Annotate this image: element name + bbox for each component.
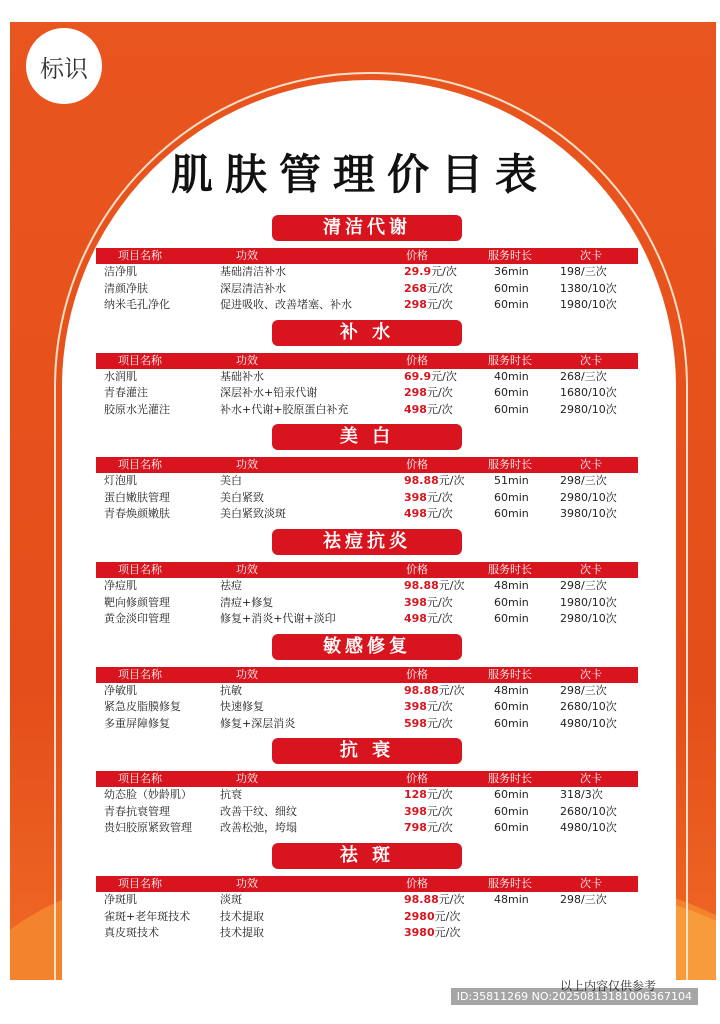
item-effect: 补水+代谢+胶原蛋白补充 bbox=[220, 402, 349, 416]
item-name: 幼态脸（妙龄肌） bbox=[104, 788, 192, 802]
item-duration: 60min bbox=[494, 700, 529, 714]
item-price bbox=[404, 490, 453, 507]
price-value: 3980 bbox=[404, 926, 435, 940]
price-section bbox=[96, 738, 638, 843]
item-name: 靶向修颜管理 bbox=[104, 595, 170, 609]
section-title: 补 水 bbox=[272, 320, 462, 346]
price-unit: 元/次 bbox=[426, 402, 453, 416]
price-value: 98.88 bbox=[404, 893, 439, 907]
item-price bbox=[404, 595, 453, 612]
price-value: 98.88 bbox=[404, 474, 439, 488]
price-value: 298 bbox=[404, 298, 427, 311]
item-effect: 淡斑 bbox=[220, 893, 242, 907]
price-value: 598 bbox=[404, 716, 427, 730]
item-effect: 修复+深层消炎 bbox=[220, 716, 296, 730]
table-row bbox=[96, 804, 638, 821]
price-unit: 元/次 bbox=[426, 298, 453, 311]
header-card: 次卡 bbox=[580, 249, 602, 262]
header-price: 价格 bbox=[406, 772, 428, 786]
section-title: 美 白 bbox=[272, 424, 462, 450]
table-header bbox=[96, 562, 638, 578]
header-price: 价格 bbox=[406, 667, 428, 681]
header-card: 次卡 bbox=[580, 877, 602, 891]
item-effect: 抗衰 bbox=[220, 788, 242, 802]
item-name: 蛋白嫩肤管理 bbox=[104, 490, 170, 504]
table-row bbox=[96, 892, 638, 909]
item-duration: 60min bbox=[494, 804, 529, 818]
header-price: 价格 bbox=[406, 458, 428, 472]
item-effect: 快速修复 bbox=[220, 700, 264, 714]
header-effect: 功效 bbox=[236, 353, 258, 367]
item-name: 净痘肌 bbox=[104, 579, 137, 593]
price-unit: 元/次 bbox=[426, 595, 453, 609]
header-duration: 服务时长 bbox=[488, 249, 532, 262]
item-name: 纳米毛孔净化 bbox=[104, 298, 170, 311]
table-row bbox=[96, 787, 638, 804]
item-card: 2980/10次 bbox=[560, 490, 617, 504]
table-row bbox=[96, 925, 638, 942]
item-duration: 60min bbox=[494, 298, 529, 311]
item-card: 298/三次 bbox=[560, 474, 607, 488]
item-card: 2980/10次 bbox=[560, 612, 617, 626]
item-effect: 技术提取 bbox=[220, 909, 264, 923]
item-price bbox=[404, 611, 453, 628]
price-value: 398 bbox=[404, 804, 427, 818]
logo-badge bbox=[26, 28, 102, 104]
table-header bbox=[96, 876, 638, 892]
price-value: 398 bbox=[404, 595, 427, 609]
price-unit: 元/次 bbox=[431, 369, 457, 383]
header-card: 次卡 bbox=[580, 772, 602, 786]
header-name: 项目名称 bbox=[118, 772, 162, 786]
item-effect: 修复+消炎+代谢+淡印 bbox=[220, 612, 336, 626]
watermark-id: ID:35811269 NO:20250813181006367104 bbox=[451, 988, 698, 1005]
price-section bbox=[96, 215, 638, 320]
item-effect: 祛痘 bbox=[220, 579, 242, 593]
header-name: 项目名称 bbox=[118, 563, 162, 577]
price-unit: 元/次 bbox=[438, 579, 465, 593]
item-name: 净敏肌 bbox=[104, 683, 137, 697]
item-price bbox=[404, 297, 453, 314]
price-unit: 元/次 bbox=[426, 788, 453, 802]
item-card: 298/三次 bbox=[560, 893, 607, 907]
header-duration: 服务时长 bbox=[488, 563, 532, 577]
header-effect: 功效 bbox=[236, 772, 258, 786]
item-effect: 促进吸收、改善堵塞、补水 bbox=[220, 298, 352, 311]
table-row bbox=[96, 473, 638, 490]
item-effect: 基础补水 bbox=[220, 369, 264, 383]
item-card: 298/三次 bbox=[560, 579, 607, 593]
item-price bbox=[404, 578, 465, 595]
item-name: 青春灌注 bbox=[104, 386, 148, 400]
item-name: 贵妇胶原紧致管理 bbox=[104, 821, 192, 835]
table-row bbox=[96, 578, 638, 595]
section-title: 清洁代谢 bbox=[272, 215, 462, 241]
item-price bbox=[404, 804, 453, 821]
section-title-wrap bbox=[96, 320, 638, 346]
header-effect: 功效 bbox=[236, 249, 258, 262]
table-header bbox=[96, 353, 638, 369]
header-card: 次卡 bbox=[580, 458, 602, 472]
header-price: 价格 bbox=[406, 877, 428, 891]
item-duration: 51min bbox=[494, 474, 529, 488]
header-name: 项目名称 bbox=[118, 458, 162, 472]
price-unit: 元/次 bbox=[438, 474, 465, 488]
table-header bbox=[96, 248, 638, 264]
price-value: 128 bbox=[404, 788, 427, 802]
item-effect: 技术提取 bbox=[220, 926, 264, 940]
table-row bbox=[96, 683, 638, 700]
header-duration: 服务时长 bbox=[488, 877, 532, 891]
section-title: 祛 斑 bbox=[272, 843, 462, 869]
header-name: 项目名称 bbox=[118, 353, 162, 367]
price-unit: 元/次 bbox=[426, 281, 453, 295]
watermark-site: 昵享网 www.nipic.cn bbox=[14, 988, 225, 1009]
price-section bbox=[96, 320, 638, 425]
header-price: 价格 bbox=[406, 353, 428, 367]
item-name: 紧急皮脂膜修复 bbox=[104, 700, 181, 714]
item-card: 268/三次 bbox=[560, 369, 607, 383]
item-effect: 深层补水+铅汞代谢 bbox=[220, 386, 318, 400]
table-row bbox=[96, 297, 638, 314]
table-row bbox=[96, 820, 638, 837]
table-row bbox=[96, 909, 638, 926]
price-value: 498 bbox=[404, 612, 427, 626]
price-unit: 元/次 bbox=[438, 683, 465, 697]
item-price bbox=[404, 385, 453, 402]
item-effect: 改善干纹、细纹 bbox=[220, 804, 297, 818]
header-effect: 功效 bbox=[236, 877, 258, 891]
table-row bbox=[96, 264, 638, 281]
item-price bbox=[404, 787, 453, 804]
price-unit: 元/次 bbox=[434, 926, 461, 940]
item-effect: 美白 bbox=[220, 474, 242, 488]
header-card: 次卡 bbox=[580, 563, 602, 577]
header-duration: 服务时长 bbox=[488, 458, 532, 472]
item-card: 4980/10次 bbox=[560, 821, 617, 835]
item-duration: 60min bbox=[494, 612, 529, 626]
price-unit: 元/次 bbox=[426, 386, 453, 400]
item-name: 胶原水光灌注 bbox=[104, 402, 170, 416]
header-name: 项目名称 bbox=[118, 249, 162, 262]
item-card: 198/三次 bbox=[560, 265, 607, 278]
item-duration: 60min bbox=[494, 386, 529, 400]
header-duration: 服务时长 bbox=[488, 353, 532, 367]
price-value: 98.88 bbox=[404, 579, 439, 593]
item-price bbox=[404, 716, 453, 733]
header-effect: 功效 bbox=[236, 667, 258, 681]
section-title: 敏感修复 bbox=[272, 634, 462, 660]
price-value: 98.88 bbox=[404, 683, 439, 697]
item-name: 青春抗衰管理 bbox=[104, 804, 170, 818]
table-header bbox=[96, 667, 638, 683]
price-value: 498 bbox=[404, 402, 427, 416]
item-price bbox=[404, 473, 465, 490]
price-value: 398 bbox=[404, 490, 427, 504]
item-price bbox=[404, 506, 453, 523]
price-unit: 元/次 bbox=[431, 265, 457, 278]
item-price bbox=[404, 264, 457, 281]
price-value: 498 bbox=[404, 507, 427, 521]
item-card: 1380/10次 bbox=[560, 281, 617, 295]
item-effect: 深层清洁补水 bbox=[220, 281, 286, 295]
item-duration: 48min bbox=[494, 893, 529, 907]
table-row bbox=[96, 506, 638, 523]
item-effect: 美白紧致 bbox=[220, 490, 264, 504]
item-duration: 60min bbox=[494, 788, 529, 802]
item-effect: 抗敏 bbox=[220, 683, 242, 697]
page-title: 肌肤管理价目表 bbox=[170, 150, 549, 199]
price-value: 798 bbox=[404, 821, 427, 835]
header-card: 次卡 bbox=[580, 667, 602, 681]
item-card: 1980/10次 bbox=[560, 298, 617, 311]
table-row bbox=[96, 595, 638, 612]
header-effect: 功效 bbox=[236, 458, 258, 472]
item-duration: 60min bbox=[494, 490, 529, 504]
table-row bbox=[96, 369, 638, 386]
price-unit: 元/次 bbox=[438, 893, 465, 907]
item-card: 2680/10次 bbox=[560, 700, 617, 714]
item-effect: 基础清洁补水 bbox=[220, 265, 286, 278]
item-duration: 60min bbox=[494, 595, 529, 609]
table-row bbox=[96, 716, 638, 733]
item-price bbox=[404, 925, 460, 942]
item-price bbox=[404, 909, 460, 926]
item-price bbox=[404, 699, 453, 716]
item-duration: 60min bbox=[494, 716, 529, 730]
header-name: 项目名称 bbox=[118, 877, 162, 891]
item-name: 灯泡肌 bbox=[104, 474, 137, 488]
item-name: 清颜净肤 bbox=[104, 281, 148, 295]
price-value: 298 bbox=[404, 386, 427, 400]
header-card: 次卡 bbox=[580, 353, 602, 367]
item-name: 真皮斑技术 bbox=[104, 926, 159, 940]
item-duration: 60min bbox=[494, 281, 529, 295]
section-title: 抗 衰 bbox=[272, 738, 462, 764]
item-duration: 60min bbox=[494, 507, 529, 521]
header-effect: 功效 bbox=[236, 563, 258, 577]
item-price bbox=[404, 402, 453, 419]
item-card: 1680/10次 bbox=[560, 386, 617, 400]
item-price bbox=[404, 892, 465, 909]
item-duration: 60min bbox=[494, 821, 529, 835]
item-duration: 36min bbox=[494, 265, 529, 278]
item-name: 青春焕颜嫩肤 bbox=[104, 507, 170, 521]
price-section bbox=[96, 529, 638, 634]
item-effect: 美白紧致淡斑 bbox=[220, 507, 286, 521]
section-title-wrap bbox=[96, 215, 638, 241]
item-card: 2680/10次 bbox=[560, 804, 617, 818]
item-name: 洁净肌 bbox=[104, 265, 137, 278]
table-row bbox=[96, 281, 638, 298]
item-duration: 40min bbox=[494, 369, 529, 383]
section-title-wrap bbox=[96, 738, 638, 764]
price-value: 398 bbox=[404, 700, 427, 714]
price-list bbox=[96, 215, 638, 948]
table-row bbox=[96, 611, 638, 628]
price-unit: 元/次 bbox=[426, 700, 453, 714]
item-price bbox=[404, 820, 453, 837]
price-value: 69.9 bbox=[404, 369, 432, 383]
section-title-wrap bbox=[96, 634, 638, 660]
price-unit: 元/次 bbox=[434, 909, 461, 923]
section-title-wrap bbox=[96, 843, 638, 869]
item-name: 净斑肌 bbox=[104, 893, 137, 907]
price-section bbox=[96, 424, 638, 529]
price-unit: 元/次 bbox=[426, 612, 453, 626]
section-title-wrap bbox=[96, 424, 638, 450]
header-price: 价格 bbox=[406, 249, 428, 262]
item-duration: 48min bbox=[494, 683, 529, 697]
price-value: 29.9 bbox=[404, 265, 432, 278]
item-card: 318/3次 bbox=[560, 788, 603, 802]
table-row bbox=[96, 699, 638, 716]
section-title-wrap bbox=[96, 529, 638, 555]
item-effect: 改善松弛，垮塌 bbox=[220, 821, 297, 835]
table-header bbox=[96, 457, 638, 473]
table-row bbox=[96, 490, 638, 507]
table-row bbox=[96, 402, 638, 419]
footer-note: 以上内容仅供参考 bbox=[560, 979, 657, 993]
item-price bbox=[404, 369, 457, 386]
price-unit: 元/次 bbox=[426, 507, 453, 521]
header-name: 项目名称 bbox=[118, 667, 162, 681]
item-card: 2980/10次 bbox=[560, 402, 617, 416]
item-duration: 48min bbox=[494, 579, 529, 593]
item-price bbox=[404, 683, 465, 700]
item-card: 4980/10次 bbox=[560, 716, 617, 730]
header-price: 价格 bbox=[406, 563, 428, 577]
item-card: 298/三次 bbox=[560, 683, 607, 697]
price-value: 2980 bbox=[404, 909, 435, 923]
price-unit: 元/次 bbox=[426, 716, 453, 730]
header-duration: 服务时长 bbox=[488, 772, 532, 786]
price-unit: 元/次 bbox=[426, 821, 453, 835]
price-section bbox=[96, 843, 638, 948]
price-unit: 元/次 bbox=[426, 490, 453, 504]
price-section bbox=[96, 634, 638, 739]
table-row bbox=[96, 385, 638, 402]
table-header bbox=[96, 771, 638, 787]
price-unit: 元/次 bbox=[426, 804, 453, 818]
item-duration: 60min bbox=[494, 402, 529, 416]
item-name: 黄金淡印管理 bbox=[104, 612, 170, 626]
item-card: 3980/10次 bbox=[560, 507, 617, 521]
item-effect: 清痘+修复 bbox=[220, 595, 274, 609]
item-name: 多重屏障修复 bbox=[104, 716, 170, 730]
item-price bbox=[404, 281, 453, 298]
price-value: 268 bbox=[404, 281, 427, 295]
item-card: 1980/10次 bbox=[560, 595, 617, 609]
item-name: 雀斑+老年斑技术 bbox=[104, 909, 191, 923]
item-name: 水润肌 bbox=[104, 369, 137, 383]
header-duration: 服务时长 bbox=[488, 667, 532, 681]
section-title: 祛痘抗炎 bbox=[272, 529, 462, 555]
logo-text: 标识 bbox=[40, 54, 88, 83]
